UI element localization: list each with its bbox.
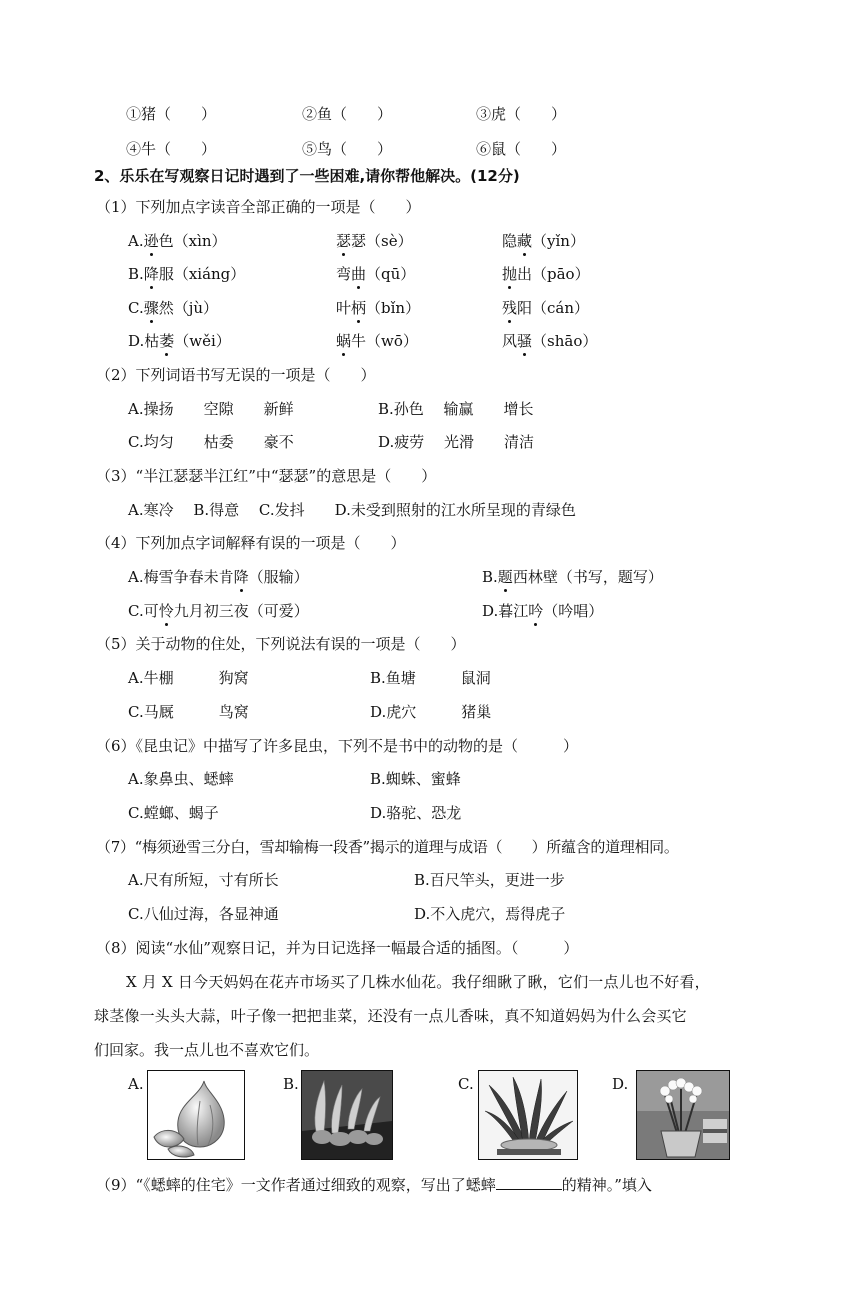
q2-1-option-b3: 抛出（pāo） <box>502 265 590 283</box>
q2-5-option-c: C.马厩 鸟窝 <box>128 703 249 721</box>
q2-3-stem: （3）“半江瑟瑟半江红”中“瑟瑟”的意思是（ ） <box>96 467 437 485</box>
garlic-icon <box>148 1071 244 1159</box>
q2-5-stem: （5）关于动物的住处，下列说法有误的一项是（ ） <box>96 635 466 653</box>
picture-label-c: C. <box>458 1075 474 1093</box>
q2-7-option-d: D.不入虎穴，焉得虎子 <box>414 905 566 923</box>
q2-4-option-a: A.梅雪争春未肯降（服输） <box>128 568 309 586</box>
q2-5-option-a: A.牛棚 狗窝 <box>128 669 249 687</box>
q2-1-option-a3: 隐藏（yǐn） <box>502 232 585 250</box>
diary-paragraph-line-2: 球茎像一头头大蒜，叶子像一把把韭菜，还没有一点儿香味，真不知道妈妈为什么会买它 <box>94 1007 687 1025</box>
q1-option-pig: ①猪（ ） <box>126 105 217 123</box>
q1-option-tiger: ③虎（ ） <box>476 105 567 123</box>
emphasis-char: 曲 <box>351 265 367 283</box>
q2-7-stem: （7）“梅须逊雪三分白，雪却输梅一段香”揭示的道理与成语（ ）所蕴含的道理相同。 <box>96 838 679 856</box>
q2-2-stem: （2）下列词语书写无误的一项是（ ） <box>96 366 376 384</box>
q2-1-option-c3: 残阳（cán） <box>502 299 590 317</box>
emphasis-char: 骚 <box>517 332 533 350</box>
diary-paragraph-line-3: 们回家。我一点儿也不喜欢它们。 <box>94 1041 320 1059</box>
q2-6-stem: （6）《昆虫记》中描写了许多昆虫，下列不是书中的动物的是（ ） <box>96 737 579 755</box>
picture-label-b: B. <box>283 1075 299 1093</box>
q2-2-option-b: B.孙色 输赢 增长 <box>378 400 534 418</box>
q2-3-options: A.寒冷 B.得意 C.发抖 D.未受到照射的江水所呈现的青绿色 <box>128 501 576 519</box>
q2-8-stem: （8）阅读“水仙”观察日记，并为日记选择一幅最合适的插图。（ ） <box>96 939 579 957</box>
emphasis-char: 抛 <box>502 265 518 283</box>
q2-6-option-c: C.螳螂、蝎子 <box>128 804 219 822</box>
q2-4-stem: （4）下列加点字词解释有误的一项是（ ） <box>96 534 406 552</box>
emphasis-char: 逊 <box>143 232 159 250</box>
picture-label-a: A. <box>128 1075 144 1093</box>
narcissus-bulbs-picture[interactable] <box>301 1070 393 1160</box>
emphasis-char: 柄 <box>351 299 367 317</box>
q2-7-option-b: B.百尺竿头，更进一步 <box>414 871 565 889</box>
answer-blank[interactable] <box>496 1175 562 1190</box>
q2-2-option-a: A.操扬 空隙 新鲜 <box>128 400 294 418</box>
garlic-picture[interactable] <box>147 1070 245 1160</box>
picture-label-d: D. <box>612 1075 629 1093</box>
q2-7-option-a: A.尺有所短，寸有所长 <box>128 871 279 889</box>
q2-1-option-d3: 风骚（shāo） <box>502 332 598 350</box>
q2-1-option-b1: B.降服（xiáng） <box>128 265 246 283</box>
q2-1-option-d2: 蜗牛（wō） <box>336 332 418 350</box>
q2-9-stem: （9）“《蟋蟀的住宅》一文作者通过细致的观察，写出了蟋蟀 的精神。”填入 <box>96 1176 652 1194</box>
q2-7-option-c: C.八仙过海，各显神通 <box>128 905 279 923</box>
emphasis-char: 骤 <box>143 299 159 317</box>
emphasis-char: 瑟 <box>336 232 352 250</box>
q2-1-option-c2: 叶柄（bǐn） <box>336 299 421 317</box>
q2-4-option-d: D.暮江吟（吟唱） <box>482 602 604 620</box>
emphasis-char: 藏 <box>517 232 533 250</box>
q2-heading: 2、乐乐在写观察日记时遇到了一些困难,请你帮他解决。(12分) <box>94 167 520 185</box>
diary-paragraph-line-1: X 月 X 日今天妈妈在花卉市场买了几株水仙花。我仔细瞅了瞅，它们一点儿也不好看， <box>126 973 710 991</box>
emphasis-char: 残 <box>502 299 518 317</box>
q1-option-bird: ⑤鸟（ ） <box>302 140 393 158</box>
q2-5-option-d: D.虎穴 猪巢 <box>370 703 492 721</box>
q2-1-option-d1: D.枯萎（wěi） <box>128 332 231 350</box>
q2-4-option-c: C.可怜九月初三夜（可爱） <box>128 602 309 620</box>
bulbs-icon <box>302 1071 392 1159</box>
q2-2-option-c: C.均匀 枯委 豪不 <box>128 433 294 451</box>
q1-option-ox: ④牛（ ） <box>126 140 217 158</box>
q2-1-option-a2: 瑟瑟（sè） <box>336 232 413 250</box>
emphasis-char: 降 <box>233 568 249 586</box>
emphasis-char: 怜 <box>158 602 174 620</box>
leaves-icon <box>479 1071 577 1159</box>
q2-1-option-a1: A.逊色（xìn） <box>128 232 227 250</box>
narcissus-flowers-picture[interactable] <box>636 1070 730 1160</box>
q2-1-stem: （1）下列加点字读音全部正确的一项是（ ） <box>96 198 421 216</box>
q2-6-option-a: A.象鼻虫、蟋蟀 <box>128 770 234 788</box>
q1-option-mouse: ⑥鼠（ ） <box>476 140 567 158</box>
q2-2-option-d: D.疲劳 光滑 清洁 <box>378 433 535 451</box>
q2-4-option-b: B.题西林壁（书写，题写） <box>482 568 663 586</box>
emphasis-char: 题 <box>497 568 513 586</box>
emphasis-char: 萎 <box>159 332 175 350</box>
emphasis-char: 降 <box>143 265 159 283</box>
flowers-icon <box>637 1071 729 1159</box>
q2-6-option-d: D.骆驼、恐龙 <box>370 804 462 822</box>
q2-1-option-b2: 弯曲（qū） <box>336 265 416 283</box>
q2-5-option-b: B.鱼塘 鼠洞 <box>370 669 491 687</box>
q2-1-option-c1: C.骤然（jù） <box>128 299 219 317</box>
narcissus-leaves-picture[interactable] <box>478 1070 578 1160</box>
q1-option-fish: ②鱼（ ） <box>302 105 393 123</box>
q2-6-option-b: B.蜘蛛、蜜蜂 <box>370 770 461 788</box>
emphasis-char: 吟 <box>528 602 544 620</box>
emphasis-char: 蜗 <box>336 332 352 350</box>
